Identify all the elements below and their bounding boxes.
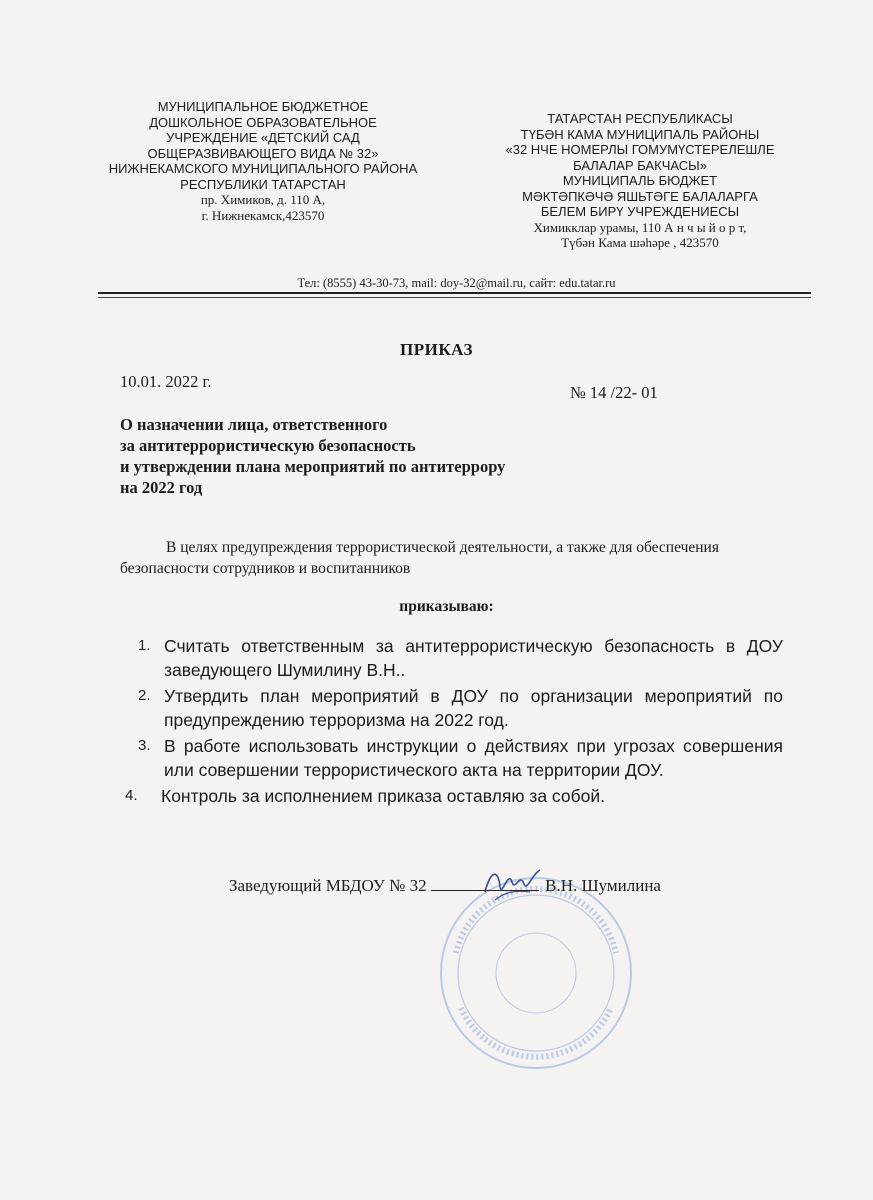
subject-line: на 2022 год (120, 478, 203, 497)
list-item-text: Контроль за исполнением приказа оставляю за собой. (161, 786, 605, 806)
header-left-line: МУНИЦИПАЛЬНОЕ БЮДЖЕТНОЕ (157, 99, 369, 114)
header-right-block (500, 111, 780, 251)
header-left-line: ОБЩЕРАЗВИВАЮЩЕГО ВИДА № 32» (147, 145, 379, 161)
header-right-line: ТАТАРСТАН РЕСПУБЛИКАСЫ (547, 111, 733, 126)
list-item (138, 634, 783, 682)
subject-line: и утверждении плана мероприятий по антитеррору (120, 457, 506, 476)
header-right-address: Түбән Кама шәһәре , 423570 (561, 235, 719, 250)
header-right-line: ТҮБӘН КАМА МУНИЦИПАЛЬ РАЙОНЫ (520, 126, 760, 142)
preamble-line: безопасности сотрудников и воспитанников (120, 560, 411, 577)
header-divider (98, 292, 811, 294)
preamble-line: В целях предупреждения террористической деятельности, а также для обеспечения (166, 539, 719, 556)
order-word: приказываю: (399, 598, 494, 615)
header-left-line: ДОШКОЛЬНОЕ ОБРАЗОВАТЕЛЬНОЕ (149, 114, 377, 130)
signature-position: Заведующий МБДОУ № 32 (229, 876, 427, 895)
contacts-line: Тел: (8555) 43-30-73, mail: doy-32@mail.ru, сайт: edu.tatar.ru (297, 276, 616, 290)
list-item (138, 684, 783, 732)
signature-line (431, 889, 539, 891)
header-divider-thin (98, 297, 811, 298)
header-right-line: БЕЛЕМ БИРҮ УЧРЕЖДЕНИЕСЫ (540, 204, 740, 219)
header-left-line: УЧРЕЖДЕНИЕ «ДЕТСКИЙ САД (166, 130, 360, 145)
list-item-number: 4. (125, 787, 138, 804)
subject-line: за антитеррористическую безопасность (120, 436, 416, 455)
header-left-line: РЕСПУБЛИКИ ТАТАРСТАН (180, 176, 346, 192)
document-subject (120, 414, 600, 498)
header-left-block (98, 99, 428, 223)
header-right-address: Химикклар урамы, 110 А н ч ы й о р т, (533, 219, 747, 235)
list-item-text: Утвердить план мероприятий в ДОУ по организации мероприятий по предупреждению терроризма на 2022 год. (164, 686, 783, 730)
header-right-line: МӘКТӘПКӘЧӘ ЯШЬТӘГЕ БАЛАЛАРГА (522, 188, 758, 204)
header-left-address: пр. Химиков, д. 110 А, (200, 192, 326, 207)
document-date: 10.01. 2022 г. (120, 372, 212, 391)
list-item-number: 3. (138, 737, 151, 754)
list-item-number: 1. (138, 637, 151, 654)
list-item-number: 2. (138, 687, 151, 704)
signature-block (229, 876, 661, 896)
header-right-line: «32 НЧЕ НОМЕРЛЫ ГОМУМҮСТЕРЕЛЕШЛЕ (505, 142, 775, 157)
preamble-paragraph (120, 537, 780, 579)
header-right-line: МУНИЦИПАЛЬ БЮДЖЕТ (562, 173, 718, 188)
document-number: № 14 /22- 01 (570, 383, 658, 402)
list-item (125, 784, 783, 808)
signature-name: В.Н. Шумилина (545, 876, 661, 895)
header-left-address: г. Нижнекамск,423570 (201, 207, 325, 223)
list-item-text: Считать ответственным за антитеррористическую безопасность в ДОУ заведующего Шумилину В.Н.. (164, 636, 783, 680)
subject-line: О назначении лица, ответственного (120, 415, 388, 434)
document-title: ПРИКАЗ (400, 340, 473, 359)
header-right-line: БАЛАЛАР БАКЧАСЫ» (573, 157, 707, 173)
header-left-line: НИЖНЕКАМСКОГО МУНИЦИПАЛЬНОГО РАЙОНА (108, 161, 418, 176)
list-item-text: В работе использовать инструкции о действиях при угрозах совершения или совершении террористического акта на территории ДОУ. (164, 736, 783, 780)
list-item (138, 734, 783, 782)
order-items-list (125, 634, 783, 810)
